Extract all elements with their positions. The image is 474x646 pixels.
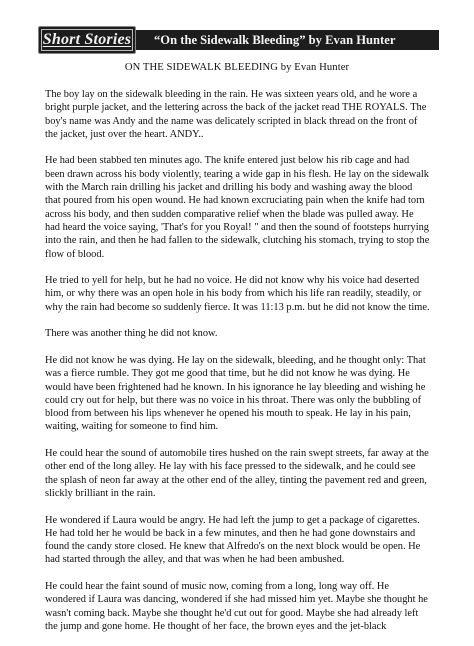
paragraph: He had been stabbed ten minutes ago. The knife entered just below his rib cage and had been drawn across his body violently, tearing a wide gap in his flesh. He lay on the sidewalk with the March rain drilling his jacket and drilling his body and washing away the blood that poured from his open wound. He had known excruciating pain when the knife had torn across his body, and then sudden comparative relief when the blade was pulled away. He had heard the voice saying, 'That's for you Royal! " and then the sound of footsteps hurrying into the rain, and then he had fallen to the sidewalk, clutching his stomach, trying to stop the flow of blood. [45, 155, 430, 260]
paragraph: He could hear the sound of automobile tires hushed on the rain swept streets, far away at the other end of the long alley. He lay with his face pressed to the sidewalk, and he could see the splash of neon far away at the other end of the alley, tinting the pavement red and green, slickly brilliant in the rain. [45, 448, 429, 499]
paragraph: The boy lay on the sidewalk bleeding in the rain. He was sixteen years old, and he wore a bright purple jacket, and the lettering across the back of the jacket read THE ROYALS. The boy's name was Andy and the name was delicately scripted in black thread on the front of the jacket, just over the heart. ANDY.. [45, 89, 427, 140]
story-text [45, 88, 430, 646]
paragraph: He could hear the faint sound of music now, coming from a long, long way off. He wondered if Laura was dancing, wondered if she had missed him yet. Maybe she thought he wasn't coming back. Maybe she thought he'd cut out for good. Maybe she had already left the jump and gone home. He thought of her face, the brown eyes and the jet-black [45, 580, 428, 632]
logo-text: Short Stories [42, 31, 132, 48]
header-title: “On the Sidewalk Bleeding” by Evan Hunter [154, 33, 396, 47]
paragraph: He did not know he was dying. He lay on the sidewalk, bleeding, and he thought only: That was a fierce rumble. They got me good that time, but he did not know he was dying. He would have been frightened had he known. In his ignorance he lay bleeding and wishing he could cry out for help, but there was no voice in his throat. There was only the bubbling of blood from between his lips whenever he opened his mouth to speak. He lay in his pain, waiting, waiting for someone to find him. [45, 354, 426, 433]
page-header [38, 26, 439, 54]
paragraph: He tried to yell for help, but he had no voice. He did not know why his voice had deserted him, or why there was an open hole in his body from which his life ran readily, steadily, or why the rain had become so suddenly fierce. It was 11:13 p.m. but he did not know the time. [45, 275, 430, 313]
paragraph: There was another thing he did not know. [45, 328, 218, 340]
paragraph: He wondered if Laura would be angry. He had left the jump to get a package of cigarettes. He had told her he would be back in a few minutes, and then he had gone downstairs and found the candy store closed. He knew that Alfredo's on the next block would be open. He had started through the alley, and that was when he had been ambushed. [45, 514, 421, 566]
document-title: ON THE SIDEWALK BLEEDING by Evan Hunter [124, 62, 350, 73]
short-stories-logo [38, 26, 136, 54]
